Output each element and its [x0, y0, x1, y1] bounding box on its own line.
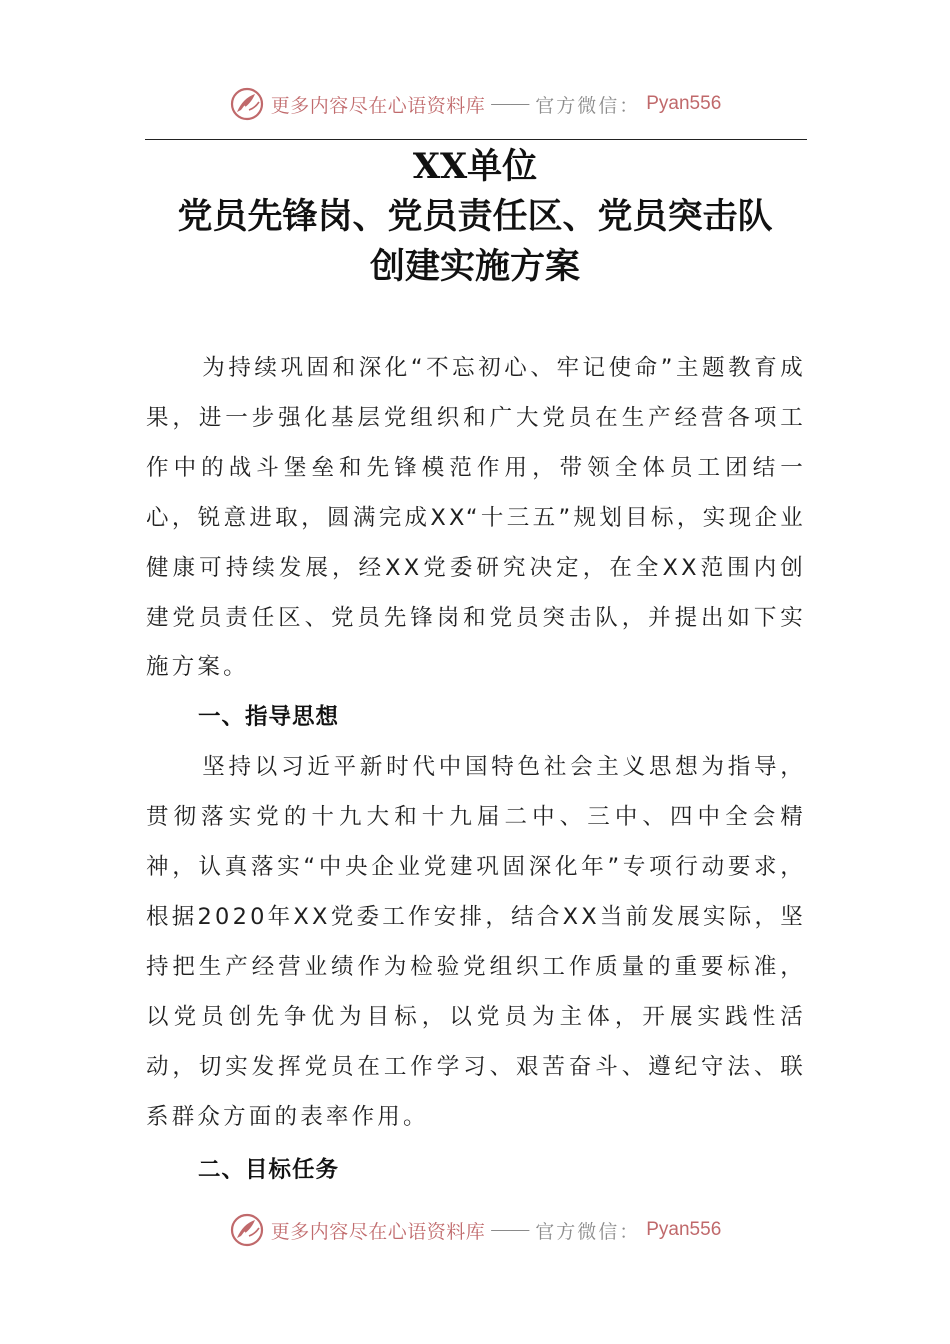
pen-logo-icon — [229, 1212, 265, 1248]
section-heading-2: 二、目标任务 — [198, 1157, 340, 1184]
footer-banner-wechat-label: 官方微信： — [535, 1221, 641, 1243]
banner-separator: —— — [491, 93, 530, 114]
banner-wechat-label: 官方微信： — [535, 95, 641, 117]
title-line-3: 创建实施方案 — [369, 246, 580, 287]
footer-banner-wechat-id: Pyan556 — [646, 1219, 722, 1240]
footer-banner-text: 更多内容尽在心语资料库 — [270, 1220, 486, 1243]
section-paragraph-1: 坚持以习近平新时代中国特色社会主义思想为指导，贯彻落实党的十九大和十九届二中、三中、四中全会精神，认真落实“中央企业党建巩固深化年”专项行动要求，根据2020年XX党委工作安排，结合XX当前发展实际，坚持把生产经营业绩作为检验党组织工作质量的重要标准，以党员创先争优为目标，以党员为主体，开展实践性活动，切实发挥党员在工作学习、艰苦奋斗、遵纪守法、联系群众方面的表率作用。 — [146, 754, 806, 1130]
title-line-2: 党员先锋岗、党员责任区、党员突击队 — [177, 196, 773, 237]
banner-wechat-id: Pyan556 — [646, 93, 722, 114]
banner-text: 更多内容尽在心语资料库 — [270, 94, 486, 117]
pen-logo-icon — [229, 86, 265, 122]
document-title — [0, 142, 950, 292]
header-banner — [0, 82, 950, 126]
footer-banner-separator: —— — [491, 1219, 530, 1240]
header-rule — [145, 139, 807, 140]
section-heading-1: 一、指导思想 — [198, 704, 340, 731]
title-line-1: XX单位 — [412, 146, 538, 187]
intro-paragraph: 为持续巩固和深化“不忘初心、牢记使命”主题教育成果，进一步强化基层党组织和广大党员在生产经营各项工作中的战斗堡垒和先锋模范作用，带领全体员工团结一心，锐意进取，圆满完成XX“十三五”规划目标，实现企业健康可持续发展，经XX党委研究决定，在全XX范围内创建党员责任区、党员先锋岗和党员突击队，并提出如下实施方案。 — [146, 355, 806, 681]
document-body — [146, 344, 806, 1196]
footer-banner — [0, 1208, 950, 1252]
